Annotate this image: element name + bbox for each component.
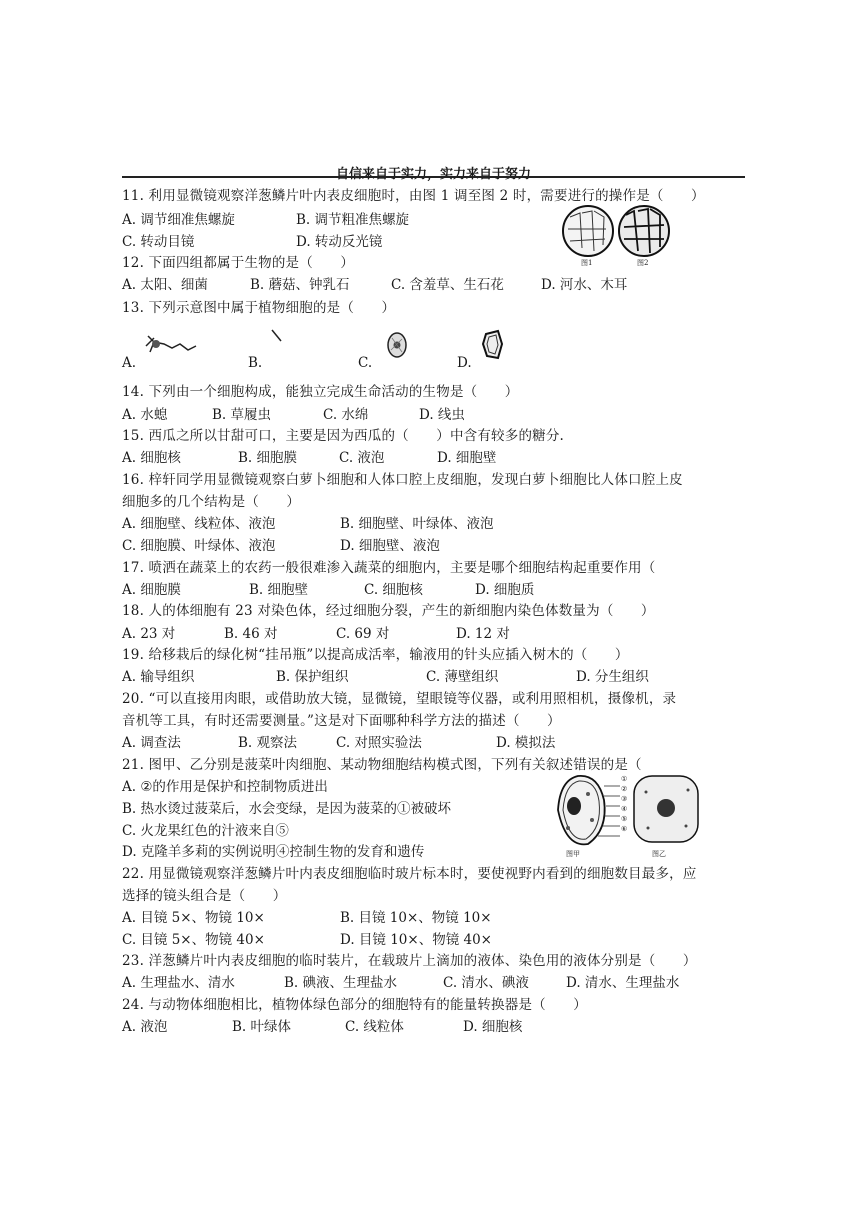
question-13: 13. 下列示意图中属于植物细胞的是（ ） <box>122 300 396 316</box>
q24-option-c: C. 线粒体 <box>345 1019 404 1035</box>
question-21: 21. 图甲、乙分别是菠菜叶肉细胞、某动物细胞结构模式图，下列有关叙述错误的是（ <box>122 757 642 773</box>
q18-option-a: A. 23 对 <box>122 626 176 642</box>
q20-option-a: A. 调查法 <box>122 735 181 751</box>
marker-2: ② <box>621 785 628 793</box>
q11-option-a: A. 调节细准焦螺旋 <box>122 212 235 228</box>
q19-option-b: B. 保护组织 <box>276 669 349 685</box>
figure-a-label: 图甲 <box>566 850 580 858</box>
muscle-cell-icon <box>270 328 284 344</box>
marker-6: ⑥ <box>621 825 628 833</box>
q13-option-a: A. <box>122 355 137 371</box>
question-20-line-2: 音机等工具，有时还需要测量。”这是对下面哪种科学方法的描述（ ） <box>122 713 561 729</box>
figure-1-view <box>563 206 613 256</box>
q20-option-d: D. 模拟法 <box>496 735 556 751</box>
q13-option-c: C. <box>358 355 373 371</box>
question-24: 24. 与动物体细胞相比，植物体绿色部分的细胞特有的能量转换器是（ ） <box>122 997 587 1013</box>
q11-option-c: C. 转动目镜 <box>122 234 195 250</box>
question-20-line-1: 20. “可以直接用肉眼，或借助放大镜，显微镜，望眼镜等仪器，或利用照相机，摄像机，录 <box>122 691 677 707</box>
plant-cell-diagram <box>558 776 605 845</box>
q17-option-a: A. 细胞膜 <box>122 582 181 598</box>
q15-option-a: A. 细胞核 <box>122 450 181 466</box>
q21-option-d: D. 克隆羊多莉的实例说明④控制生物的发育和遗传 <box>122 844 425 860</box>
q16-option-d: D. 细胞壁、液泡 <box>340 538 440 554</box>
q12-option-b: B. 蘑菇、钟乳石 <box>250 277 350 293</box>
header-rule <box>122 176 745 178</box>
question-16-line-2: 细胞多的几个结构是（ ） <box>122 494 301 510</box>
q17-option-c: C. 细胞核 <box>364 582 423 598</box>
marker-1: ① <box>621 775 628 783</box>
q18-option-b: B. 46 对 <box>224 626 278 642</box>
animal-cell-icon <box>384 330 410 360</box>
q13-option-b: B. <box>248 355 263 371</box>
q24-option-d: D. 细胞核 <box>463 1019 523 1035</box>
plant-cell-icon <box>480 328 506 362</box>
q19-option-d: D. 分生组织 <box>576 669 649 685</box>
q16-option-b: B. 细胞壁、叶绿体、液泡 <box>340 516 494 532</box>
q16-option-a: A. 细胞壁、线粒体、液泡 <box>122 516 276 532</box>
question-18: 18. 人的体细胞有 23 对染色体，经过细胞分裂，产生的新细胞内染色体数量为（ ） <box>122 603 655 619</box>
q21-option-b: B. 热水烫过菠菜后，水会变绿，是因为菠菜的①被破坏 <box>122 801 452 817</box>
question-15: 15. 西瓜之所以甘甜可口，主要是因为西瓜的（ ）中含有较多的糖分. <box>122 428 565 444</box>
q14-option-d: D. 线虫 <box>419 407 465 423</box>
question-23: 23. 洋葱鳞片叶内表皮细胞的临时装片，在载玻片上滴加的液体、染色用的液体分别是（ ） <box>122 953 697 969</box>
q21-option-c: C. 火龙果红色的汁液来自⑤ <box>122 823 289 839</box>
marker-4: ④ <box>621 805 628 813</box>
q20-option-c: C. 对照实验法 <box>336 735 422 751</box>
q23-option-b: B. 碘液、生理盐水 <box>284 975 398 991</box>
q12-option-d: D. 河水、木耳 <box>541 277 628 293</box>
q19-option-a: A. 输导组织 <box>122 669 195 685</box>
q17-option-d: D. 细胞质 <box>475 582 535 598</box>
q12-option-a: A. 太阳、细菌 <box>122 277 208 293</box>
figure-2-view <box>619 206 669 256</box>
figure-2-label: 图2 <box>637 259 649 267</box>
question-22-line-1: 22. 用显微镜观察洋葱鳞片叶内表皮细胞临时玻片标本时，要使视野内看到的细胞数目最多，应 <box>122 866 697 882</box>
question-17: 17. 喷洒在蔬菜上的农药一般很难渗入蔬菜的细胞内，主要是哪个细胞结构起重要作用（ <box>122 560 656 576</box>
q17-option-b: B. 细胞壁 <box>249 582 309 598</box>
q20-option-b: B. 观察法 <box>238 735 298 751</box>
q22-option-c: C. 目镜 5×、物镜 40× <box>122 932 265 948</box>
q23-option-a: A. 生理盐水、清水 <box>122 975 235 991</box>
q18-option-d: D. 12 对 <box>456 626 510 642</box>
q22-option-a: A. 目镜 5×、物镜 10× <box>122 910 265 926</box>
q24-option-a: A. 液泡 <box>122 1019 168 1035</box>
q23-option-c: C. 清水、碘液 <box>443 975 529 991</box>
q14-option-a: A. 水螅 <box>122 407 168 423</box>
q12-option-c: C. 含羞草、生石花 <box>391 277 504 293</box>
q14-option-c: C. 水绵 <box>323 407 369 423</box>
question-22-line-2: 选择的镜头组合是（ ） <box>122 888 287 904</box>
q14-option-b: B. 草履虫 <box>212 407 272 423</box>
question-11: 11. 利用显微镜观察洋葱鳞片叶内表皮细胞时，由图 1 调至图 2 时，需要进行的操作是（ ） <box>122 188 705 204</box>
q21-cell-diagrams <box>548 770 708 852</box>
neuron-cell-icon <box>142 328 202 362</box>
q11-option-d: D. 转动反光镜 <box>296 234 383 250</box>
marker-5: ⑤ <box>621 815 628 823</box>
q15-option-c: C. 液泡 <box>339 450 385 466</box>
q19-option-c: C. 薄壁组织 <box>426 669 499 685</box>
question-12: 12. 下面四组都属于生物的是（ ） <box>122 255 355 271</box>
animal-cell-diagram <box>634 776 698 842</box>
q15-option-d: D. 细胞壁 <box>437 450 497 466</box>
page-header: 自信来自于实力，实力来自于努力 <box>335 167 531 182</box>
q11-microscope-figures <box>560 203 670 265</box>
q18-option-c: C. 69 对 <box>336 626 390 642</box>
q22-option-b: B. 目镜 10×、物镜 10× <box>340 910 492 926</box>
figure-1-label: 图1 <box>581 259 593 267</box>
q13-option-d: D. <box>457 355 472 371</box>
question-14: 14. 下列由一个细胞构成，能独立完成生命活动的生物是（ ） <box>122 384 519 400</box>
figure-b-label: 图乙 <box>652 850 666 858</box>
q16-option-c: C. 细胞膜、叶绿体、液泡 <box>122 538 276 554</box>
q15-option-b: B. 细胞膜 <box>238 450 298 466</box>
q22-option-d: D. 目镜 10×、物镜 40× <box>340 932 492 948</box>
marker-3: ③ <box>621 795 628 803</box>
q21-option-a: A. ②的作用是保护和控制物质进出 <box>122 779 328 795</box>
question-19: 19. 给移栽后的绿化树“挂吊瓶”以提高成活率，输液用的针头应插入树木的（ ） <box>122 647 629 663</box>
q24-option-b: B. 叶绿体 <box>232 1019 292 1035</box>
q23-option-d: D. 清水、生理盐水 <box>566 975 680 991</box>
question-16-line-1: 16. 梓轩同学用显微镜观察白萝卜细胞和人体口腔上皮细胞，发现白萝卜细胞比人体口腔上皮 <box>122 472 683 488</box>
q11-option-b: B. 调节粗准焦螺旋 <box>296 212 410 228</box>
